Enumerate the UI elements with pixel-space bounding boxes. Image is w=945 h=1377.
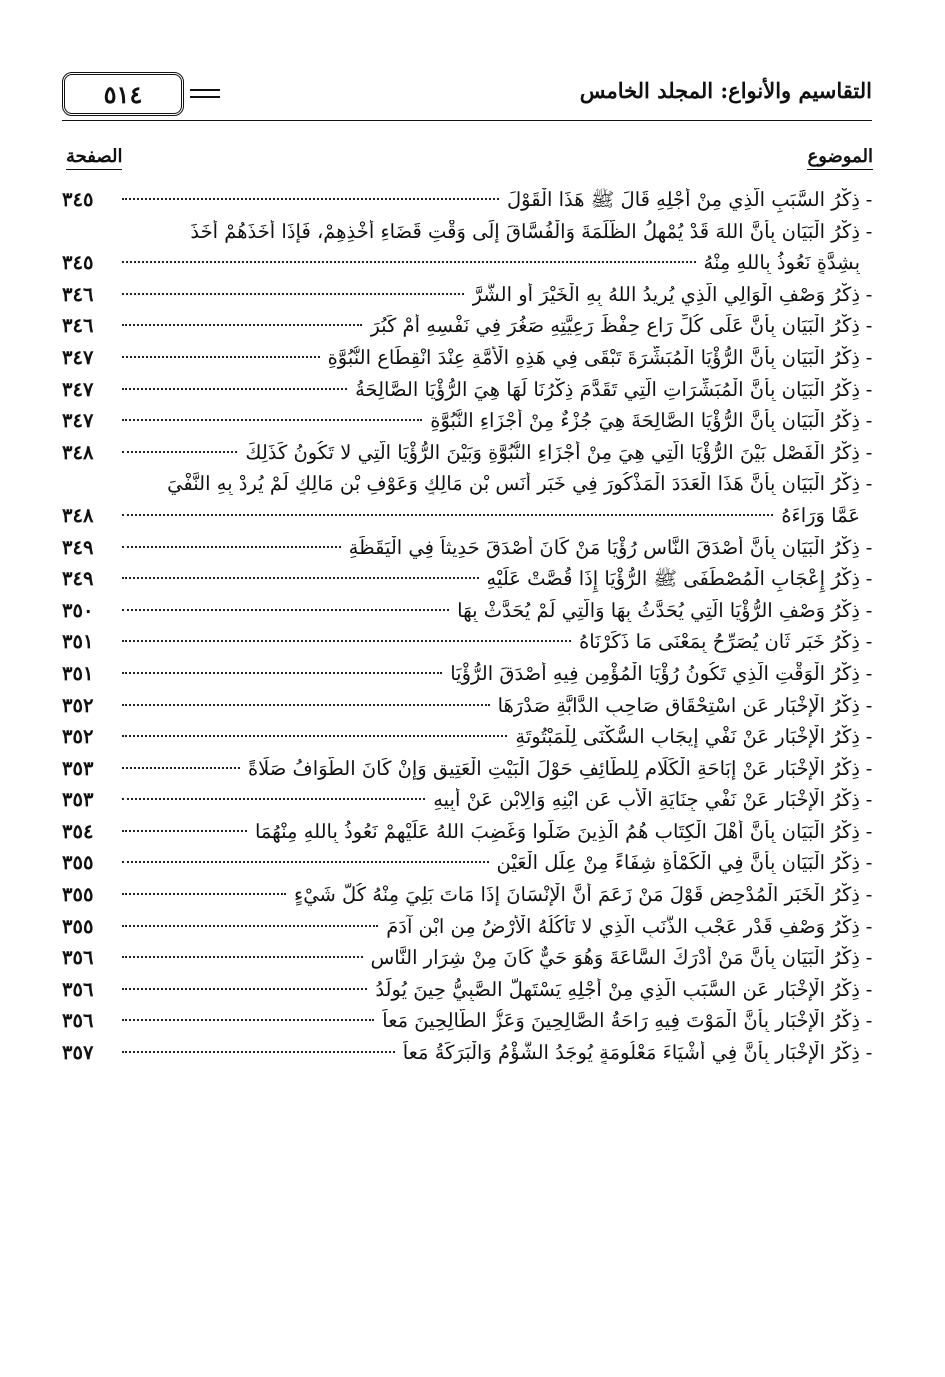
entry-bullet: - xyxy=(865,282,873,306)
entry-title: ذِكْرُ السَّبَبِ الَّذِي مِنْ أَجْلِهِ قَالَ ﷺ هَذَا الْقَوْلَ xyxy=(506,188,860,211)
entry-title-continued: بِشِدَّةٍ نَعُوذُ بِاللهِ مِنْهُ xyxy=(703,251,860,275)
toc-entry xyxy=(62,220,878,283)
toc-entry xyxy=(62,283,878,315)
entry-title: ذِكْرُ الْإِخْبَارِ عَنْ نَفْيِ جِنَايَةِ الْأَبِ عَنِ ابْنِهِ وَالِابْنِ عَنْ أَبِيهِ xyxy=(433,788,860,812)
entry-title: ذِكْرُ الْفَصْلِ بَيْنَ الرُّؤْيَا الَّتِي هِيَ مِنْ أَجْزَاءِ النُّبُوَّةِ وَبَيْنَ الرُّؤْيَا الَّتِي لا تَكُونُ كَذَلِكَ xyxy=(245,440,860,464)
toc-entry-line xyxy=(62,220,878,252)
entry-page-number: ٣٥٦ xyxy=(62,946,94,970)
toc-entry xyxy=(62,757,878,789)
toc-entry xyxy=(62,662,878,694)
entry-title: ذِكْرُ الْبَيَانِ بِأَنَّ مَنْ أَدْرَكَ السَّاعَةَ وَهُوَ حَيٌّ كَانَ مِنْ شِرَارِ النَّاسِ xyxy=(370,946,860,970)
entry-page-number: ٣٥١ xyxy=(62,630,94,654)
entry-bullet: - xyxy=(865,756,873,780)
dot-leader xyxy=(122,1051,395,1053)
toc-entry xyxy=(62,820,878,852)
entry-page-number: ٣٤٩ xyxy=(62,535,94,559)
entry-bullet: - xyxy=(865,409,873,433)
entry-title: ذِكْرُ وَصْفِ قَدْرِ عَجْبِ الذَّنَبِ الَّذِي لا تَأْكُلُهُ الْأَرْضُ مِنِ ابْنِ آدَمَ xyxy=(386,914,860,938)
entry-page-number: ٣٤٦ xyxy=(62,282,94,306)
entry-page-number: ٣٥٣ xyxy=(62,788,94,812)
entry-bullet: - xyxy=(865,725,873,749)
page-number: ٥١٤ xyxy=(103,79,143,109)
column-header-page: الصفحة xyxy=(66,146,122,170)
entry-title: ذِكْرُ الْإِخْبَارِ بِأَنَّ فِي أَشْيَاءَ مَعْلُومَةٍ يُوجَدُ الشُّؤْمُ وَالْبَرَكَةُ مَعاً xyxy=(402,1041,860,1065)
dot-leader xyxy=(122,451,237,453)
dot-leader xyxy=(122,672,442,674)
entry-title: ذِكْرُ الْوَقْتِ الَّذِي تَكُونُ رُؤْيَا الْمُؤْمِنِ فِيهِ أَصْدَقَ الرُّؤْيَا xyxy=(450,661,860,685)
toc-entry xyxy=(62,472,878,535)
entry-bullet: - xyxy=(865,977,873,1001)
entry-bullet: - xyxy=(865,661,873,685)
toc-entry xyxy=(62,788,878,820)
toc-entry xyxy=(62,915,878,947)
dot-leader xyxy=(122,925,378,927)
entry-title-continued: عَمَّا وَرَاءَهُ xyxy=(781,503,860,527)
entry-page-number: ٣٥٠ xyxy=(62,598,94,622)
entry-title: ذِكْرُ الْإِخْبَارِ عَنِ اسْتِحْقَاقِ صَاحِبِ الدَّابَّةِ صَدْرَهَا xyxy=(497,693,860,717)
page-number-box xyxy=(62,72,184,116)
toc-entry xyxy=(62,441,878,473)
dot-leader xyxy=(122,640,571,642)
dot-leader xyxy=(122,830,247,832)
toc-list xyxy=(62,188,878,1073)
entry-title: ذِكْرُ الْبَيَانِ بِأَنَّ فِي الْكَمْأَةِ شِفَاءً مِنْ عِلَلِ الْعَيْنِ xyxy=(496,851,860,875)
toc-entry xyxy=(62,851,878,883)
entry-page-number: ٣٥٣ xyxy=(62,756,94,780)
dot-leader xyxy=(122,356,320,358)
entry-page-number: ٣٤٧ xyxy=(62,377,94,401)
column-header-topic: الموضوع xyxy=(807,146,873,170)
entry-title: ذِكْرُ الْبَيَانِ بِأَنَّ الرُّؤْيَا الْمُبَشِّرَةَ تَبْقَى فِي هَذِهِ الْأُمَّةِ عِنْدَ انْقِطَاعِ النُّبُوَّةِ xyxy=(327,345,860,369)
entry-bullet: - xyxy=(865,1009,873,1033)
entry-page-number: ٣٤٨ xyxy=(62,440,94,464)
entry-page-number: ٣٤٩ xyxy=(62,567,94,591)
entry-page-number: ٣٥١ xyxy=(62,661,94,685)
entry-title: ذِكْرُ الْبَيَانِ بِأَنَّ أَصْدَقَ النَّاسِ رُؤْيَا مَنْ كَانَ أَصْدَقَ حَدِيثاً فِي الْيَقَظَةِ xyxy=(348,535,860,559)
entry-bullet: - xyxy=(865,1041,873,1065)
toc-entry xyxy=(62,314,878,346)
dot-leader xyxy=(122,767,240,769)
dot-leader xyxy=(122,798,425,800)
header-ornament-line xyxy=(190,89,220,91)
entry-bullet: - xyxy=(865,219,873,243)
toc-entry xyxy=(62,599,878,631)
entry-bullet: - xyxy=(865,788,873,812)
toc-entry-line xyxy=(62,251,878,283)
entry-page-number: ٣٥٥ xyxy=(62,851,94,875)
dot-leader xyxy=(122,609,449,611)
toc-entry-line xyxy=(62,504,878,536)
dot-leader xyxy=(122,324,362,326)
dot-leader xyxy=(122,261,696,263)
entry-bullet: - xyxy=(865,535,873,559)
entry-bullet: - xyxy=(865,630,873,654)
toc-entry xyxy=(62,946,878,978)
entry-bullet: - xyxy=(865,946,873,970)
header-ornament-line xyxy=(190,96,220,98)
entry-bullet: - xyxy=(865,567,873,591)
dot-leader xyxy=(122,893,286,895)
entry-bullet: - xyxy=(865,598,873,622)
toc-entry xyxy=(62,346,878,378)
entry-title: ذِكْرُ خَبَرٍ ثَانٍ يُصَرِّحُ بِمَعْنَى مَا ذَكَرْنَاهُ xyxy=(579,630,860,654)
toc-entry xyxy=(62,378,878,410)
entry-title: ذِكْرُ الْبَيَانِ بِأَنَّ أَهْلَ الْكِتَابِ هُمُ الَّذِينَ ضَلُّوا وَغَضِبَ اللهُ عَلَيْهِمْ نَعُوذُ بِاللهِ مِنْهُمَا xyxy=(254,819,860,843)
dot-leader xyxy=(122,1019,374,1021)
entry-bullet: - xyxy=(865,188,873,211)
toc-entry xyxy=(62,1009,878,1041)
dot-leader xyxy=(122,735,507,737)
header-rule xyxy=(62,120,872,121)
dot-leader xyxy=(122,388,347,390)
toc-entry xyxy=(62,536,878,568)
entry-bullet: - xyxy=(865,345,873,369)
dot-leader xyxy=(122,861,489,863)
dot-leader xyxy=(122,988,367,990)
entry-bullet: - xyxy=(865,883,873,907)
entry-title: ذِكْرُ الْبَيَانِ بِأَنَّ اللهَ قَدْ يُمْهِلُ الظَّلَمَةَ وَالْفُسَّاقَ إِلَى وَقْتِ قَضَاءِ أَخْذِهِمْ، فَإِذَا أَخَذَهُمْ أَخَذَ xyxy=(190,219,860,243)
toc-entry-line xyxy=(62,472,878,504)
entry-bullet: - xyxy=(865,851,873,875)
entry-title: ذِكْرُ الْإِخْبَارِ عَنْ نَفْيِ إِيجَابِ السُّكْنَى لِلْمَبْتُوتَةِ xyxy=(515,725,860,749)
entry-page-number: ٣٤٧ xyxy=(62,409,94,433)
entry-bullet: - xyxy=(865,693,873,717)
toc-entry xyxy=(62,409,878,441)
dot-leader xyxy=(122,514,773,516)
entry-bullet: - xyxy=(865,819,873,843)
entry-title: ذِكْرُ الْبَيَانِ بِأَنَّ هَذَا الْعَدَدَ الْمَذْكُورَ فِي خَبَرِ أَنَسِ بْنِ مَالِكٍ وَعَوْفِ بْنِ مَالِكٍ لَمْ يُرِدْ بِهِ النَّفْيَ xyxy=(167,472,860,496)
entry-bullet: - xyxy=(865,472,873,496)
entry-title: ذِكْرُ وَصْفِ الْوَالِي الَّذِي يُرِيدُ اللهُ بِهِ الْخَيْرَ أَوِ الشَّرَّ xyxy=(472,282,860,306)
entry-bullet: - xyxy=(865,377,873,401)
entry-title: ذِكْرُ الْخَبَرِ الْمُدْحِضِ قَوْلَ مَنْ زَعَمَ أَنَّ الْإِنْسَانَ إِذَا مَاتَ بَلِيَ مِنْهُ كُلُّ شَيْءٍ xyxy=(294,883,860,907)
entry-bullet: - xyxy=(865,440,873,464)
toc-entry xyxy=(62,694,878,726)
entry-page-number: ٣٥٢ xyxy=(62,725,94,749)
toc-entry xyxy=(62,883,878,915)
entry-page-number: ٣٥٦ xyxy=(62,1009,94,1033)
entry-page-number: ٣٥٦ xyxy=(62,977,94,1001)
toc-entry xyxy=(62,567,878,599)
dot-leader xyxy=(122,956,363,958)
page-header xyxy=(62,72,872,116)
toc-entry xyxy=(62,978,878,1010)
entry-title: ذِكْرُ الْبَيَانِ بِأَنَّ الرُّؤْيَا الصَّالِحَةَ هِيَ جُزْءٌ مِنْ أَجْزَاءِ النُّبُوَّةِ xyxy=(430,409,860,433)
toc-entry xyxy=(62,725,878,757)
dot-leader xyxy=(122,198,499,200)
entry-page-number: ٣٥٧ xyxy=(62,1041,94,1065)
entry-page-number: ٣٥٥ xyxy=(62,883,94,907)
dot-leader xyxy=(122,546,341,548)
dot-leader xyxy=(122,577,479,579)
toc-entry xyxy=(62,630,878,662)
entry-page-number: ٣٤٥ xyxy=(62,251,94,275)
entry-page-number: ٣٤٧ xyxy=(62,345,94,369)
entry-bullet: - xyxy=(865,314,873,338)
toc-entry xyxy=(62,188,878,220)
entry-title: ذِكْرُ الْبَيَانِ بِأَنَّ عَلَى كُلِّ رَاعٍ حِفْظَ رَعِيَّتِهِ صَغُرَ فِي نَفْسِهِ أَمْ كَبُرَ xyxy=(370,314,860,338)
entry-bullet: - xyxy=(865,914,873,938)
entry-title: ذِكْرُ وَصْفِ الرُّؤْيَا الَّتِي يُحَدَّثُ بِهَا وَالَّتِي لَمْ يُحَدَّثْ بِهَا xyxy=(457,598,860,622)
running-title: التقاسيم والأنواع: المجلد الخامس xyxy=(579,78,872,103)
entry-page-number: ٣٤٦ xyxy=(62,314,94,338)
entry-page-number: ٣٤٥ xyxy=(62,188,94,211)
dot-leader xyxy=(122,704,490,706)
entry-page-number: ٣٤٨ xyxy=(62,503,94,527)
entry-title: ذِكْرُ الْإِخْبَارِ عَنِ السَّبَبِ الَّذِي مِنْ أَجْلِهِ يَسْتَهِلُّ الصَّبِيُّ حِينَ يُولَدُ xyxy=(375,977,860,1001)
entry-page-number: ٣٥٤ xyxy=(62,819,94,843)
dot-leader xyxy=(122,419,422,421)
entry-page-number: ٣٥٥ xyxy=(62,914,94,938)
entry-title: ذِكْرُ إِعْجَابِ الْمُصْطَفَى ﷺ الرُّؤْيَا إِذَا قُصَّتْ عَلَيْهِ xyxy=(486,567,860,591)
entry-title: ذِكْرُ الْبَيَانِ بِأَنَّ الْمُبَشِّرَاتِ الَّتِي تَقَدَّمَ ذِكْرُنَا لَهَا هِيَ الرُّؤْيَا الصَّالِحَةُ xyxy=(355,377,860,401)
dot-leader xyxy=(122,293,464,295)
toc-entry xyxy=(62,1041,878,1073)
entry-title: ذِكْرُ الْإِخْبَارِ عَنْ إِبَاحَةِ الْكَلَامِ لِلطَّائِفِ حَوْلَ الْبَيْتِ الْعَتِيقِ وَإِنْ كَانَ الطَّوَافُ صَلَاةً xyxy=(247,756,860,780)
entry-title: ذِكْرُ الْإِخْبَارِ بِأَنَّ الْمَوْتَ فِيهِ رَاحَةُ الصَّالِحِينَ وَعَزُّ الطَّالِحِينَ مَعاً xyxy=(382,1009,860,1033)
entry-page-number: ٣٥٢ xyxy=(62,693,94,717)
